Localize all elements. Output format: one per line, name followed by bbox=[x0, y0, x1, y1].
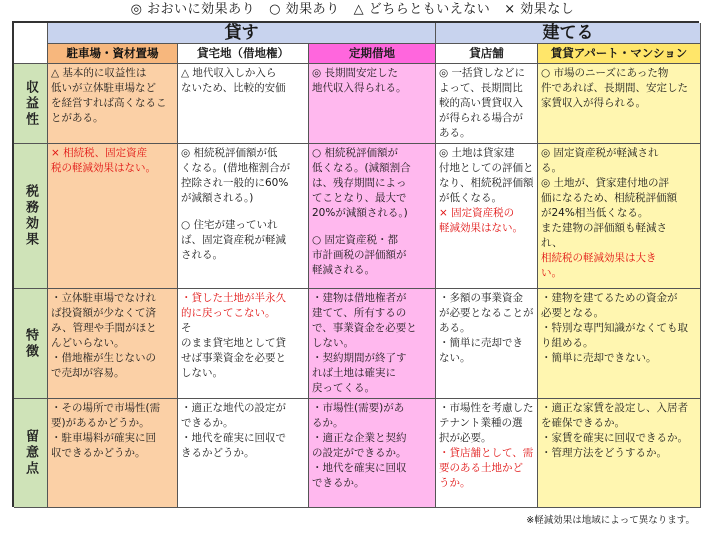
cell-profit-store: ◎ 一括貸しなどに よって、長期間比 較的高い賃貸収入 が得られる場合が ある。 bbox=[436, 64, 538, 144]
table-corner bbox=[14, 23, 48, 64]
column-header-store: 貸店舗 bbox=[436, 44, 538, 64]
column-header-fixed-lease: 定期借地 bbox=[309, 44, 436, 64]
cell-feature-fixed-lease: ・建物は借地権者が 建てて、所有するの で、事業資金を必要と しない。 ・契約期間が終了す れば土地は確実に 戻ってくる。 bbox=[309, 289, 436, 399]
cell-caution-fixed-lease: ・市場性(需要)があ るか。 ・適正な企業と契約 の設定ができるか。 ・地代を確実に回収 できるか。 bbox=[309, 399, 436, 508]
column-header-apartment: 賃貸アパート・マンション bbox=[538, 44, 701, 64]
cell-tax-fixed-lease: ○ 相続税評価額が 低くなる。(減額割合 は、残存期間によっ てことなり、最大で 20%が減額される。) ○ 固定資産税・都 市計画税の評価額が 軽減される。 bbox=[309, 144, 436, 289]
cell-profit-housing: △ 地代収入しか入ら ないため、比較的安価 bbox=[178, 64, 309, 144]
cell-caution-store: ・市場性を考慮した テナント業種の選 択が必要。 ・貸店舗として、需 要のある土地かど うか。 bbox=[436, 399, 538, 508]
column-header-housing: 貸宅地（借地権） bbox=[178, 44, 309, 64]
legend-great: ◎ おおいに効果あり bbox=[130, 2, 256, 17]
cell-caution-apartment: ・適正な家賃を設定し、入居者 を確保できるか。 ・家賃を確実に回収できるか。 ・管理方法をどうするか。 bbox=[538, 399, 701, 508]
row-header-feature: 特徴 bbox=[14, 289, 48, 399]
comparison-table bbox=[12, 21, 699, 507]
footnote: ※軽減効果は地域によって異なります。 bbox=[526, 515, 695, 526]
group-header-build: 建てる bbox=[436, 23, 701, 44]
cell-profit-parking: △ 基本的に収益性は 低いが立体駐車場など を経営すれば高くなるこ とがある。 bbox=[48, 64, 178, 144]
cell-tax-housing: ◎ 相続税評価額が低 くなる。(借地権割合が 控除され一般的に60% が減額される。) ○ 住宅が建っていれ ば、固定資産税が軽減 される。 bbox=[178, 144, 309, 289]
legend-neutral: △ どちらともいえない bbox=[353, 2, 491, 17]
legend-bar bbox=[0, 0, 705, 20]
legend-none: × 効果なし bbox=[504, 2, 575, 17]
cell-profit-fixed-lease: ◎ 長期間安定した 地代収入得られる。 bbox=[309, 64, 436, 144]
cell-profit-apartment: ○ 市場のニーズにあった物 件であれば、長期間、安定した 家賃収入が得られる。 bbox=[538, 64, 701, 144]
cell-caution-parking: ・その場所で市場性(需 要)があるかどうか。 ・駐車場料が確実に回 収できるかどうか。 bbox=[48, 399, 178, 508]
group-header-lend: 貸す bbox=[48, 23, 436, 44]
row-header-tax: 税務効果 bbox=[14, 144, 48, 289]
cell-feature-housing: ・貸した土地が半永久 的に戻ってこない。 そ のまま貸宅地として貸 せば事業資金を必要と しない。 bbox=[178, 289, 309, 399]
cell-feature-apartment: ・建物を建てるための資金が 必要となる。 ・特別な専門知識がなくても取 り組める。 ・簡単に売却できない。 bbox=[538, 289, 701, 399]
column-header-parking: 駐車場・資材置場 bbox=[48, 44, 178, 64]
cell-tax-parking: × 相続税、固定資産 税の軽減効果はない。 bbox=[48, 144, 178, 289]
cell-feature-parking: ・立体駐車場でなけれ ば投資額が少なくて済 み、管理や手間がほと んどいらない。 ・借地権が生じないの で売却が容易。 bbox=[48, 289, 178, 399]
cell-tax-store: ◎ 土地は貸家建 付地としての評価と なり、相続税評価額 が低くなる。 × 固定資産税の 軽減効果はない。 bbox=[436, 144, 538, 289]
cell-tax-apartment: ◎ 固定資産税が軽減され る。 ◎ 土地が、貸家建付地の評 価になるため、相続税評価額 が24%相当低くなる。 また建物の評価額も軽減さ れ、 相続税の軽減効果は大き い。 bbox=[538, 144, 701, 289]
cell-caution-housing: ・適正な地代の設定が できるか。 ・地代を確実に回収で きるかどうか。 bbox=[178, 399, 309, 508]
cell-feature-store: ・多額の事業資金 が必要となることが ある。 ・簡単に売却でき ない。 bbox=[436, 289, 538, 399]
row-header-caution: 留意点 bbox=[14, 399, 48, 508]
legend-effective: ○ 効果あり bbox=[269, 2, 340, 17]
row-header-profit: 収益性 bbox=[14, 64, 48, 144]
